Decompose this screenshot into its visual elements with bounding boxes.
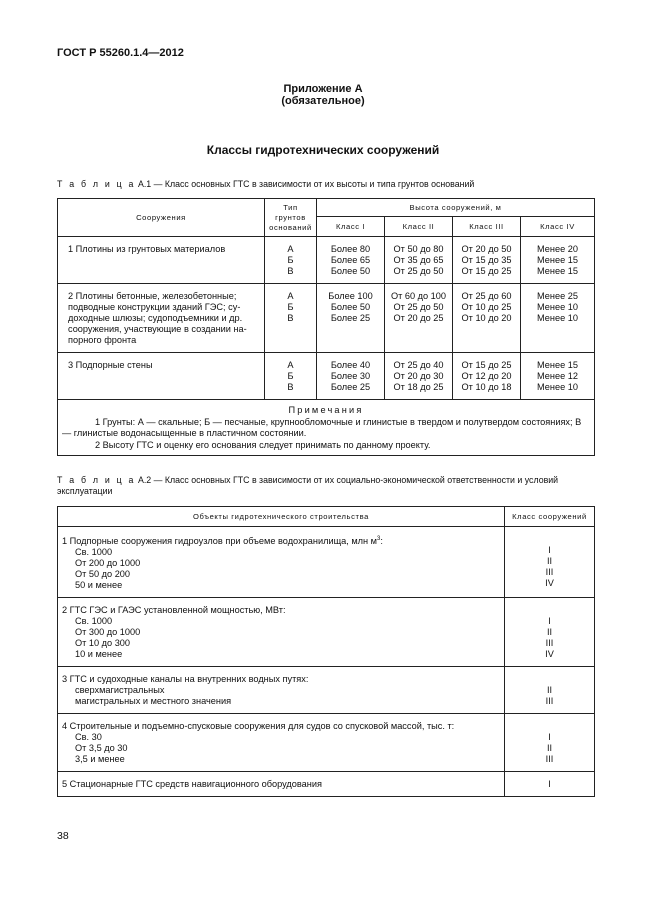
structure-name [58,237,265,284]
class-value: I [548,732,551,743]
height-value: Менее 25 [537,291,578,301]
soil-type: Б [287,371,294,381]
class-4-height [521,353,595,400]
object-item: От 300 до 1000 [75,627,141,638]
height-value: Более 40 [330,360,371,370]
object-item: 10 и менее [75,649,123,660]
height-value: От 18 до 25 [393,382,444,392]
object-item: От 10 до 300 [75,638,131,649]
t1-head-class-3: Класс III [453,217,521,237]
table-row [58,527,595,598]
object-item: От 50 до 200 [75,569,131,580]
height-value: От 60 до 100 [390,291,447,301]
class-cell [505,527,595,598]
object-item: От 200 до 1000 [75,558,141,569]
object-group [58,772,505,797]
height-value: Менее 10 [537,302,578,312]
t1-head-soil: Тип грунтов оснований [265,199,317,237]
class-cell [505,667,595,714]
class-1-height [317,353,385,400]
t1-head-class-4: Класс IV [521,217,595,237]
object-group-title: 4 Строительные и подъемно-спусковые сооружения для судов со спусковой массой, тыс. т: [62,721,455,732]
structure-name-line: подводные конструкции зданий ГЭС; су- [68,302,241,312]
t1-notes [58,400,595,456]
object-group-title: 1 Подпорные сооружения гидроузлов при объеме водохранилища, млн $м^3$: [62,536,383,547]
object-item: 3,5 и менее [75,754,125,765]
object-item: 50 и менее [75,580,123,591]
note-2: 2 Высоту ГТС и оценку его основания следует принимать по данному проекту. [95,439,431,450]
class-value: II [546,743,553,754]
structure-name-line: доходные шлюзы; судоподъемники и др. [68,313,243,323]
height-value: От 15 до 25 [461,360,512,370]
object-group-title: 5 Стационарные ГТС средств навигационного оборудования [62,779,322,790]
height-value: Менее 15 [537,266,578,276]
height-value: От 15 до 35 [461,255,512,265]
structure-name-line: 3 Подпорные стены [68,360,153,370]
structure-name-line: 1 Плотины из грунтовых материалов [68,244,226,254]
height-value: Более 100 [328,291,373,301]
height-value: Менее 20 [537,244,578,254]
table-row [58,284,595,353]
height-value: От 12 до 20 [461,371,512,381]
table2-caption: Т а б л и ц а А.2 — Класс основных ГТС в зависимости от их социально-экономической ответственности и условий эксплуатации [57,475,559,496]
t1-head-structures: Сооружения [58,199,265,237]
structure-name [58,284,265,353]
height-value: Более 30 [330,371,371,381]
soil-types [265,284,317,353]
height-value: От 25 до 60 [461,291,512,301]
table-row [58,598,595,667]
height-value: Менее 15 [537,255,578,265]
class-cell [505,714,595,772]
height-value: От 25 до 50 [393,266,444,276]
class-3-height [453,237,521,284]
height-value: От 35 до 65 [393,255,444,265]
object-group [58,714,505,772]
table1-caption: Т а б л и ц а А.1 — Класс основных ГТС в зависимости от их высоты и типа грунтов оснований [57,179,475,189]
t1-head-class-2: Класс II [385,217,453,237]
class-cell [505,598,595,667]
structure-name-line: 2 Плотины бетонные, железобетонные; [68,291,237,301]
t2-head-objects: Объекты гидротехнического строительства [58,507,505,527]
height-value: От 20 до 30 [393,371,444,381]
object-item: От 3,5 до 30 [75,743,128,754]
class-4-height [521,237,595,284]
annex-title: Приложение А [283,83,363,95]
object-item: Св. 1000 [75,616,113,627]
class-value: I [548,616,551,627]
t1-head-class-1: Класс I [317,217,385,237]
structure-name [58,353,265,400]
page-title: Классы гидротехнических сооружений [206,143,440,157]
table-row [58,353,595,400]
height-value: Более 50 [330,266,371,276]
structure-name-line: сооружения, участвующие в создании на- [68,324,247,334]
superscript: 3 [376,536,381,542]
class-value: I [548,779,551,790]
class-2-height [385,353,453,400]
height-value: От 15 до 25 [461,266,512,276]
height-value: От 25 до 50 [393,302,444,312]
table-row [58,714,595,772]
height-value: Более 50 [330,302,371,312]
height-value: От 25 до 40 [393,360,444,370]
object-item: Св. 30 [75,732,102,743]
height-value: От 10 до 25 [461,302,512,312]
table1 [57,198,595,456]
page-number: 38 [57,830,69,842]
class-value: III [545,696,554,707]
table-row [58,772,595,797]
t2-head-class: Класс сооружений [505,507,595,527]
structure-name-line: порного фронта [68,335,137,345]
class-2-height [385,284,453,353]
object-item: сверхмагистральных [75,685,165,696]
class-3-height [453,284,521,353]
annex-subtitle: (обязательное) [281,95,365,107]
soil-type: В [287,313,294,323]
object-group-title: 2 ГТС ГЭС и ГАЭС установленной мощностью, МВт: [62,605,286,616]
height-value: Более 25 [330,313,371,323]
soil-type: В [287,382,294,392]
object-group-title: 3 ГТС и судоходные каналы на внутренних водных путях: [62,674,309,685]
object-item: Св. 1000 [75,547,113,558]
class-value: III [545,638,554,649]
class-value: II [546,627,553,638]
table2 [57,506,595,797]
class-value: III [545,754,554,765]
height-value: Более 80 [330,244,371,254]
class-2-height [385,237,453,284]
height-value: Более 65 [330,255,371,265]
soil-type: А [287,291,294,301]
soil-type: А [287,360,294,370]
height-value: От 20 до 50 [461,244,512,254]
class-1-height [317,284,385,353]
height-value: Менее 12 [537,371,578,381]
object-group [58,598,505,667]
height-value: Менее 10 [537,382,578,392]
t1-head-height: Высота сооружений, м [317,199,595,217]
soil-type: Б [287,302,294,312]
note-1: 1 Грунты: А — скальные; Б — песчаные, крупнообломочные и глинистые в твердом и полутвердом состояниях; В — глинистые водонасыщенные в пластичном состоянии. [62,416,582,438]
object-item: магистральных и местного значения [75,696,232,707]
table-row [58,667,595,714]
class-value: II [546,685,553,696]
soil-type: В [287,266,294,276]
class-value: IV [545,578,554,588]
height-value: От 10 до 20 [461,313,512,323]
class-value: III [545,567,554,577]
notes-title: Примечания [288,405,364,415]
height-value: Менее 15 [537,360,578,370]
object-group [58,527,505,598]
soil-types [265,237,317,284]
class-4-height [521,284,595,353]
class-value: II [546,556,553,566]
soil-type: Б [287,255,294,265]
table-row [58,237,595,284]
height-value: От 10 до 18 [461,382,512,392]
object-group [58,667,505,714]
soil-types [265,353,317,400]
class-1-height [317,237,385,284]
height-value: Менее 10 [537,313,578,323]
class-value: IV [545,649,554,660]
height-value: От 50 до 80 [393,244,444,254]
class-value: I [548,545,551,555]
height-value: От 20 до 25 [393,313,444,323]
soil-type: А [287,244,294,254]
class-3-height [453,353,521,400]
class-cell [505,772,595,797]
document-header: ГОСТ Р 55260.1.4—2012 [57,47,184,59]
height-value: Более 25 [330,382,371,392]
